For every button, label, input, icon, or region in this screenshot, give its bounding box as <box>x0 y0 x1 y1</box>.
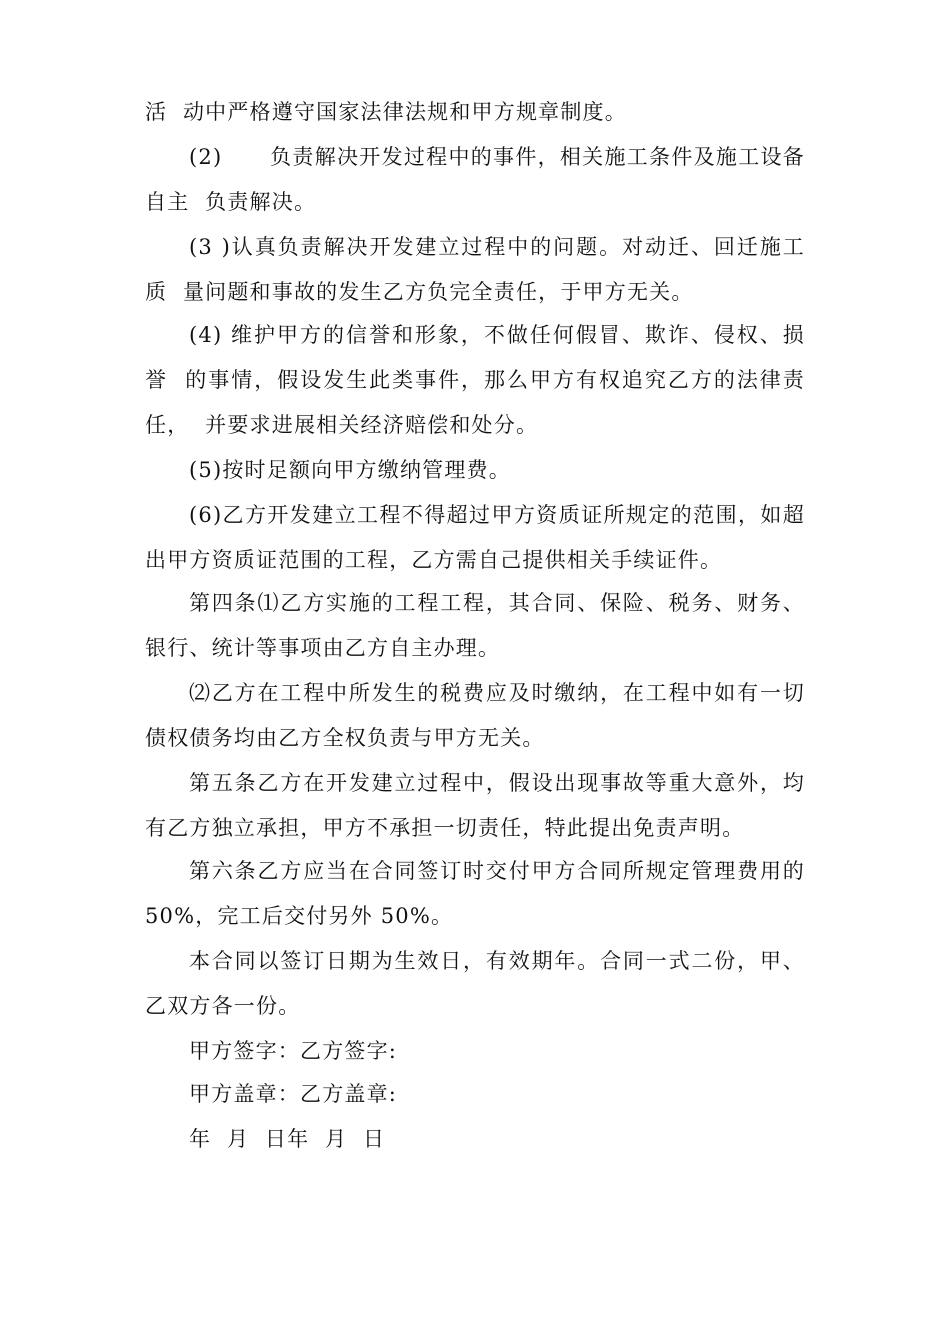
text-line: 第四条⑴乙方实施的工程工程，其合同、保险、税务、财务、 <box>189 591 805 615</box>
text-line: 银行、统计等事项由乙方自主办理。 <box>145 636 501 660</box>
text-line: (3 )认真负责解决开发建立过程中的问题。对动迁、回迁施工 <box>189 235 805 259</box>
text-line: 任， 并要求进展相关经济赔偿和处分。 <box>145 413 539 437</box>
text-line: 自主 负责解决。 <box>145 190 317 214</box>
text-line: 本合同以签订日期为生效日，有效期年。合同一式二份，甲、 <box>189 949 805 973</box>
text-line: 50%，完工后交付另外 50%。 <box>145 904 454 928</box>
text-line: 第五条乙方在开发建立过程中，假设出现事故等重大意外，均 <box>189 771 805 795</box>
text-line: (4) 维护甲方的信誉和形象，不做任何假冒、欺诈、侵权、损 <box>189 323 805 347</box>
text-line: 活 动中严格遵守国家法律法规和甲方规章制度。 <box>145 100 627 124</box>
text-line: (2) 负责解决开发过程中的事件，相关施工条件及施工设备 <box>189 145 805 169</box>
text-line: 誉 的事情，假设发生此类事件，那么甲方有权追究乙方的法律责 <box>145 368 805 392</box>
text-line: 有乙方独立承担，甲方不承担一切责任，特此提出免责声明。 <box>145 816 745 840</box>
text-line: 债权债务均由乙方全权负责与甲方无关。 <box>145 726 545 750</box>
text-line: (5)按时足额向甲方缴纳管理费。 <box>189 458 511 482</box>
text-line: 第六条乙方应当在合同签订时交付甲方合同所规定管理费用的 <box>189 859 805 883</box>
signature-line: 甲方签字：乙方签字: <box>189 1039 398 1063</box>
text-line: 乙双方各一份。 <box>145 994 301 1018</box>
text-line: 质 量问题和事故的发生乙方负完全责任，于甲方无关。 <box>145 280 694 304</box>
seal-line: 甲方盖章：乙方盖章: <box>189 1082 398 1106</box>
text-line: 出甲方资质证范围的工程，乙方需自己提供相关手续证件。 <box>145 548 723 572</box>
text-line: (6)乙方开发建立工程不得超过甲方资质证所规定的范围，如超 <box>189 503 805 527</box>
date-line: 年 月 日年 月 日 <box>189 1127 386 1151</box>
text-line: ⑵乙方在工程中所发生的税费应及时缴纳，在工程中如有一切 <box>189 681 805 705</box>
